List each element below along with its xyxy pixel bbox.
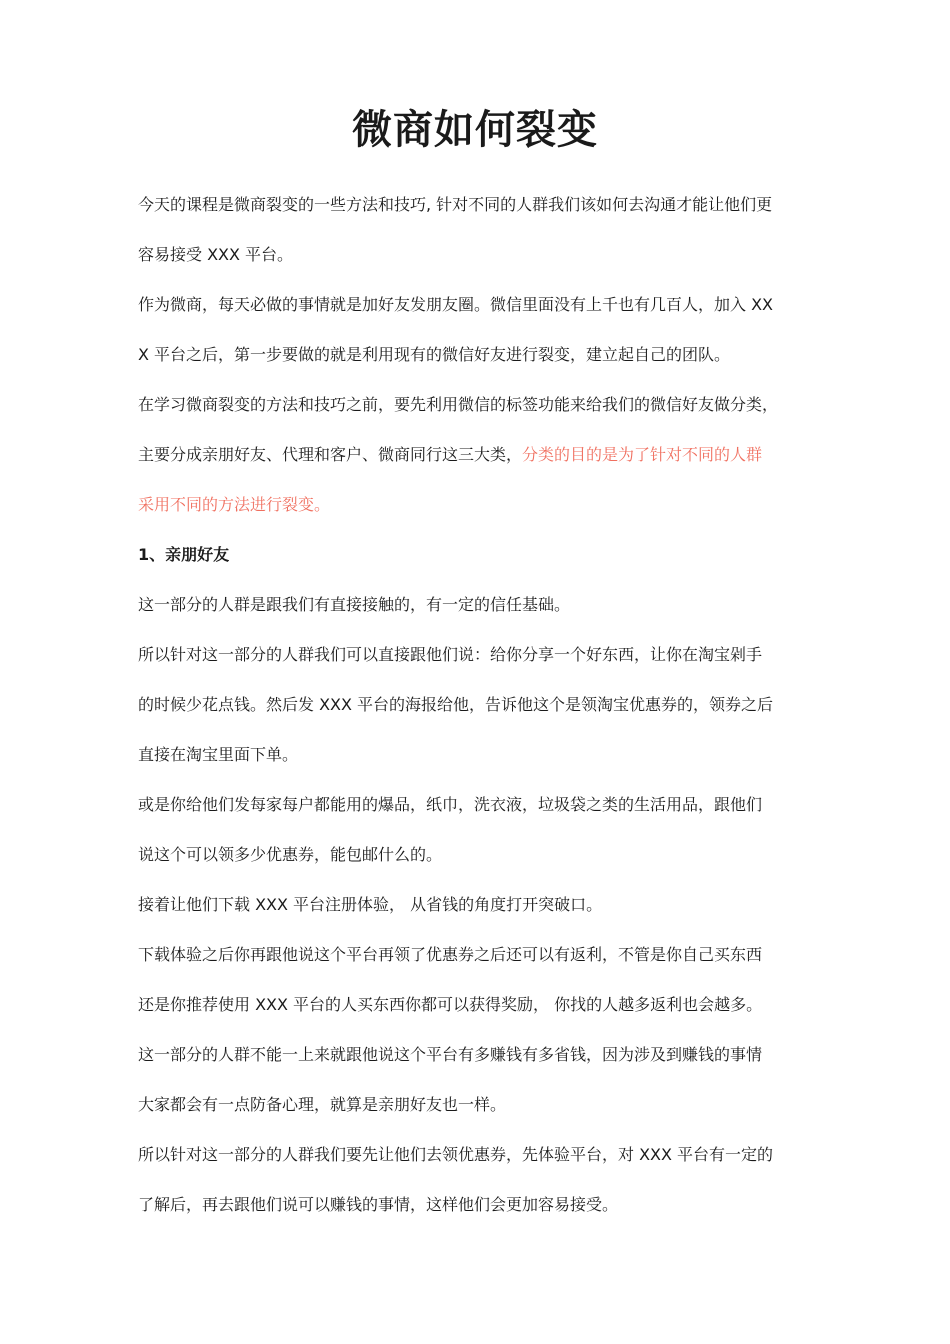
paragraph-line: 还是你推荐使用 XXX 平台的人买东西你都可以获得奖励， 你找的人越多返利也会越多。	[138, 995, 763, 1014]
paragraph-line: 接着让他们下载 XXX 平台注册体验， 从省钱的角度打开突破口。	[138, 895, 603, 914]
document-title: 微商如何裂变	[352, 107, 598, 153]
paragraph-line: 了解后，再去跟他们说可以赚钱的事情，这样他们会更加容易接受。	[138, 1195, 619, 1214]
paragraph-line: 直接在淘宝里面下单。	[138, 745, 299, 764]
paragraph-line: 大家都会有一点防备心理，就算是亲朋好友也一样。	[138, 1095, 507, 1114]
document-body	[138, 180, 828, 1230]
paragraph-line: 在学习微商裂变的方法和技巧之前，要先利用微信的标签功能来给我们的微信好友做分类，	[138, 395, 779, 414]
section-heading: 1、亲朋好友	[138, 545, 230, 564]
paragraph-line: 或是你给他们发每家每户都能用的爆品，纸巾，洗衣液，垃圾袋之类的生活用品，跟他们	[138, 795, 763, 814]
paragraph-line: 的时候少花点钱。然后发 XXX 平台的海报给他，告诉他这个是领淘宝优惠券的，领券之后	[138, 695, 774, 714]
paragraph-line-mixed	[138, 430, 828, 480]
paragraph-line: 说这个可以领多少优惠券，能包邮什么的。	[138, 845, 443, 864]
paragraph-line: 下载体验之后你再跟他说这个平台再领了优惠券之后还可以有返利，不管是你自己买东西	[138, 945, 763, 964]
highlighted-text: 分类的目的是为了针对不同的人群	[522, 445, 763, 464]
paragraph-line: 今天的课程是微商裂变的一些方法和技巧, 针对不同的人群我们该如何去沟通才能让他们更	[138, 195, 773, 214]
paragraph-text: 主要分成亲朋好友、代理和客户、微商同行这三大类，	[138, 445, 523, 464]
paragraph-line: 容易接受 XXX 平台。	[138, 245, 294, 264]
paragraph-line: 作为微商，每天必做的事情就是加好友发朋友圈。微信里面没有上千也有几百人，加入 XX	[138, 295, 774, 314]
paragraph-line: 这一部分的人群不能一上来就跟他说这个平台有多赚钱有多省钱，因为涉及到赚钱的事情	[138, 1045, 763, 1064]
highlighted-line: 采用不同的方法进行裂变。	[138, 495, 331, 514]
paragraph-line: 所以针对这一部分的人群我们可以直接跟他们说：给你分享一个好东西，让你在淘宝剁手	[138, 645, 763, 664]
paragraph-line: 这一部分的人群是跟我们有直接接触的，有一定的信任基础。	[138, 595, 571, 614]
paragraph-line: X 平台之后，第一步要做的就是利用现有的微信好友进行裂变，建立起自己的团队。	[138, 345, 731, 364]
paragraph-line: 所以针对这一部分的人群我们要先让他们去领优惠券，先体验平台，对 XXX 平台有一定的	[138, 1145, 774, 1164]
